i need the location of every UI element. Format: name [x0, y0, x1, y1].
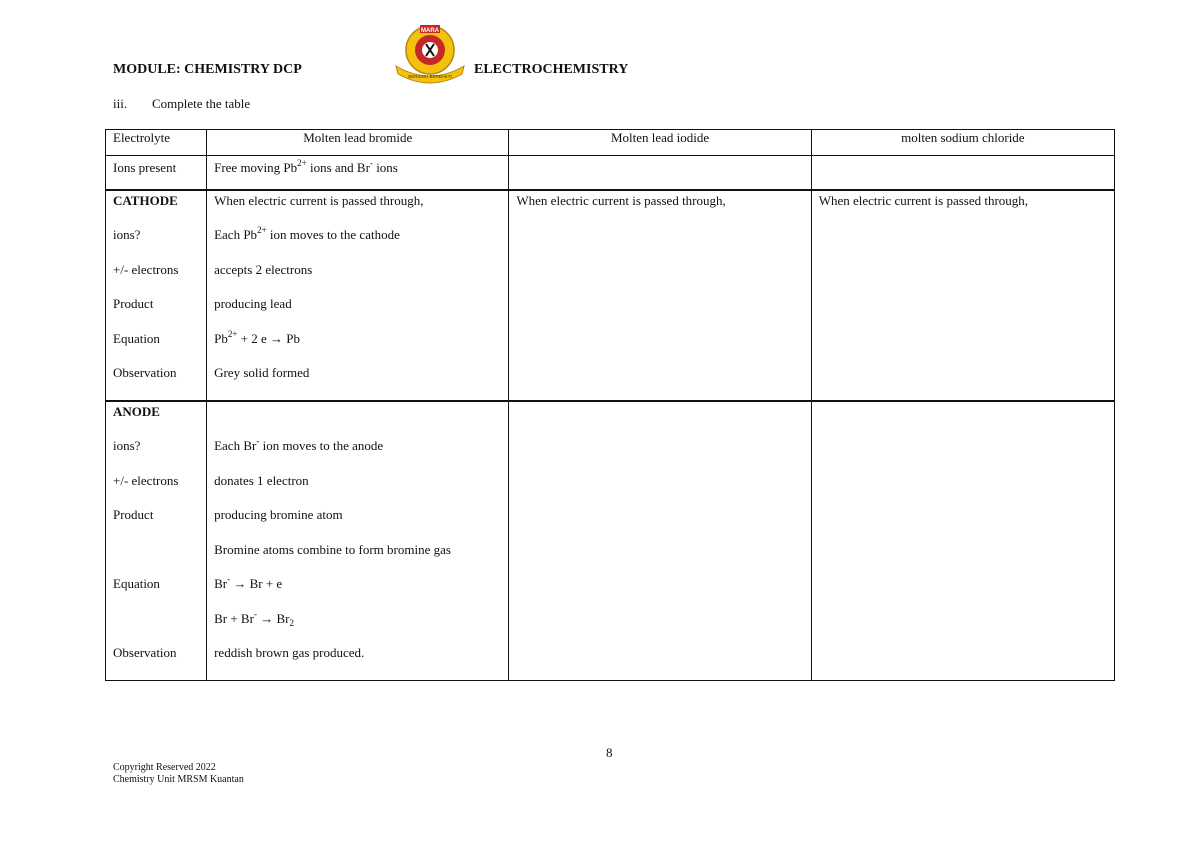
footer-copyright: Copyright Reserved 2022 — [113, 762, 216, 773]
electrolysis-table — [105, 129, 1115, 681]
cathode-heading: CATHODE — [113, 192, 178, 208]
anode-label-observation: Observation — [113, 645, 177, 660]
header-lead-bromide: Molten lead bromide — [207, 130, 509, 156]
anode-bromide-line3: donates 1 electron — [214, 472, 309, 488]
cathode-row — [106, 190, 1115, 401]
cathode-bromide-line2: Each $Pb^{2+}$ ion moves to the cathode — [214, 225, 400, 242]
cathode-bromide-observation: Grey solid formed — [214, 365, 310, 380]
anode-bromide-blank — [214, 404, 501, 439]
footer — [113, 762, 244, 786]
anode-label-electrons: +/- electrons — [113, 472, 179, 488]
cathode-iodide-line1: When electric current is passed through, — [516, 192, 726, 208]
anode-label-ions: ions? — [113, 438, 141, 453]
cathode-label-product: Product — [113, 296, 154, 311]
anode-iodide-empty — [509, 401, 811, 681]
page-number: 8 — [606, 745, 613, 760]
footer-unit: Chemistry Unit MRSM Kuantan — [113, 774, 244, 785]
anode-label-blank2 — [113, 611, 199, 646]
header-lead-iodide: Molten lead iodide — [509, 130, 811, 156]
anode-label-product: Product — [113, 507, 154, 522]
cathode-label-observation: Observation — [113, 365, 177, 380]
anode-bromide-line4: producing bromine atom — [214, 507, 343, 522]
ions-sodium-empty — [811, 156, 1114, 190]
mara-logo — [392, 22, 468, 88]
ions-bromide: Free moving $Pb^{2+}$ ions and Br- ions — [214, 158, 398, 175]
instruction-number: iii. — [113, 96, 128, 111]
instruction — [113, 96, 250, 112]
anode-bromide-equation1: Br- → Br + e — [214, 574, 283, 591]
anode-label-blank — [113, 542, 199, 577]
anode-bromide-line5: Bromine atoms combine to form bromine gas — [214, 541, 451, 557]
logo-text-top: MARA — [421, 28, 439, 34]
ions-row — [106, 156, 1115, 190]
module-title: MODULE: CHEMISTRY DCP — [113, 62, 302, 77]
ions-iodide-empty — [509, 156, 811, 190]
cathode-bromide-line4: producing lead — [214, 296, 292, 311]
anode-heading: ANODE — [113, 403, 160, 419]
header-electrolyte: Electrolyte — [106, 130, 207, 156]
ions-label: Ions present — [113, 160, 177, 175]
cathode-bromide-line1: When electric current is passed through, — [214, 192, 424, 208]
cathode-label-ions: ions? — [113, 227, 141, 242]
instruction-text: Complete the table — [152, 96, 251, 111]
anode-label-equation: Equation — [113, 576, 160, 591]
anode-bromide-equation2: $Br + Br^- \to Br_2$ — [214, 608, 294, 628]
cathode-bromide-line3: accepts 2 electrons — [214, 261, 313, 277]
topic-title: ELECTROCHEMISTRY — [474, 62, 629, 77]
anode-sodium-empty — [811, 401, 1114, 681]
cathode-bromide-equation: $Pb^{2+} + 2$ e → Pb — [214, 328, 300, 346]
logo-text-banner: BERILMU BERBAKTI — [408, 74, 452, 79]
header-sodium-chloride: molten sodium chloride — [811, 130, 1114, 156]
cathode-label-equation: Equation — [113, 330, 160, 346]
cathode-sodium-line1: When electric current is passed through, — [818, 192, 1029, 208]
anode-bromide-observation: reddish brown gas produced. — [214, 645, 365, 660]
anode-bromide-line2: Each Br- ion moves to the anode — [214, 436, 384, 453]
cathode-label-electrons: +/- electrons — [113, 261, 179, 277]
anode-row — [106, 401, 1115, 681]
table-header-row — [106, 130, 1115, 156]
